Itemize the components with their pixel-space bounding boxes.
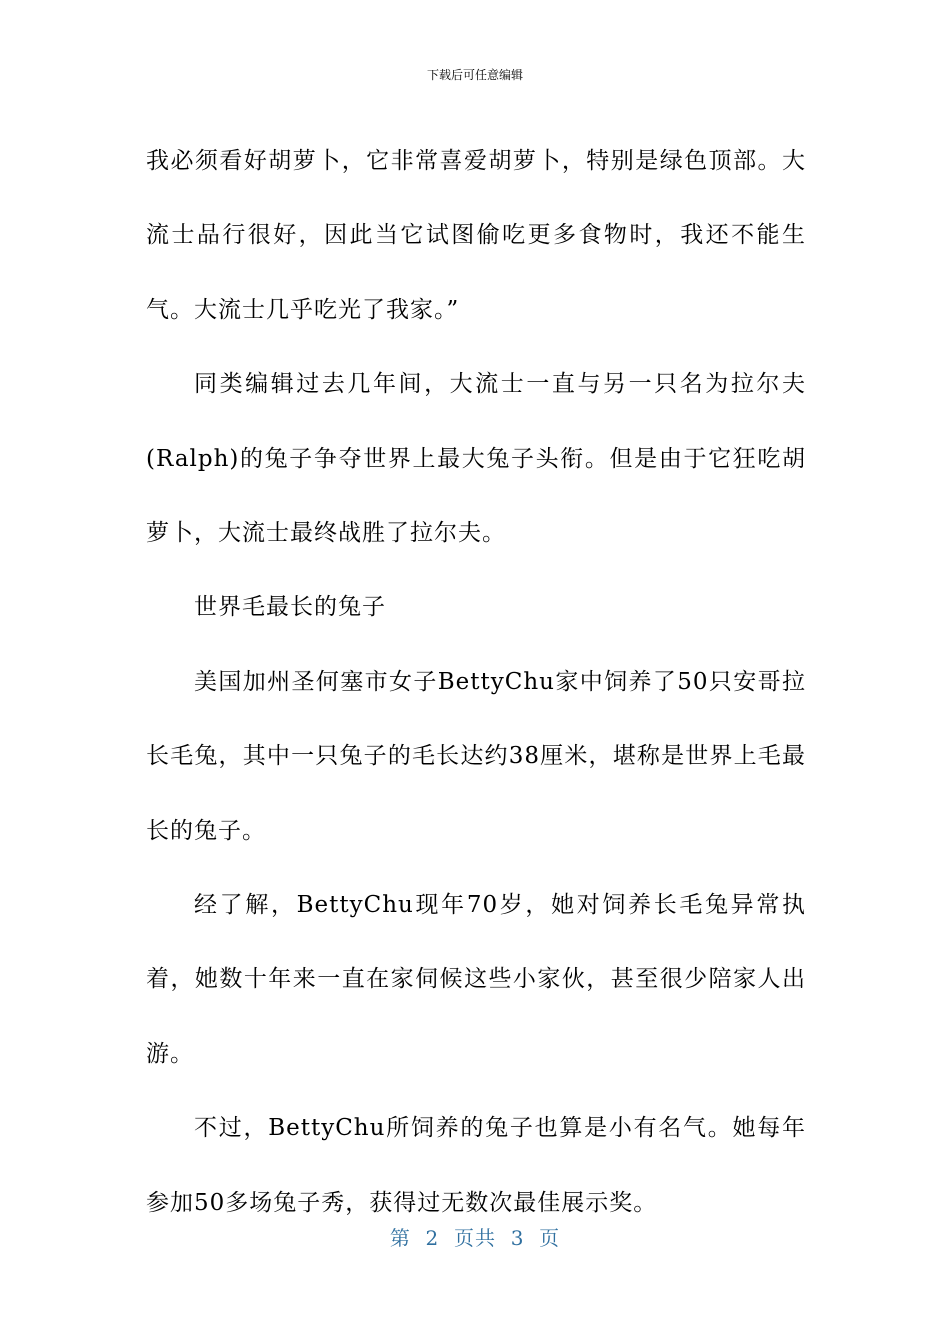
document-body xyxy=(146,124,806,1240)
paragraph-5: 不过，BettyChu所饲养的兔子也算是小有名气。她每年参加50多场兔子秀，获得过无数次最佳展示奖。 xyxy=(146,1115,806,1216)
paragraph-1: 我必须看好胡萝卜，它非常喜爱胡萝卜，特别是绿色顶部。大流士品行很好，因此当它试图偷吃更多食物时，我还不能生气。大流士几乎吃光了我家。” xyxy=(146,148,806,323)
paragraph-3: 美国加州圣何塞市女子BettyChu家中饲养了50只安哥拉长毛兔，其中一只兔子的毛长达约38厘米，堪称是世界上毛最长的兔子。 xyxy=(146,668,806,844)
header-text: 下载后可任意编辑 xyxy=(426,68,523,82)
paragraph-2: 同类编辑过去几年间，大流士一直与另一只名为拉尔夫(Ralph)的兔子争夺世界上最大兔子头衔。但是由于它狂吃胡萝卜，大流士最终战胜了拉尔夫。 xyxy=(146,371,806,547)
page-header xyxy=(0,68,950,82)
page-number: 第 2 页共 3 页 xyxy=(389,1226,561,1250)
page-footer xyxy=(0,1226,950,1250)
section-heading: 世界毛最长的兔子 xyxy=(194,594,386,621)
paragraph-4: 经了解，BettyChu现年70岁，她对饲养长毛兔异常执着，她数十年来一直在家伺候这些小家伙，甚至很少陪家人出游。 xyxy=(146,892,806,1067)
